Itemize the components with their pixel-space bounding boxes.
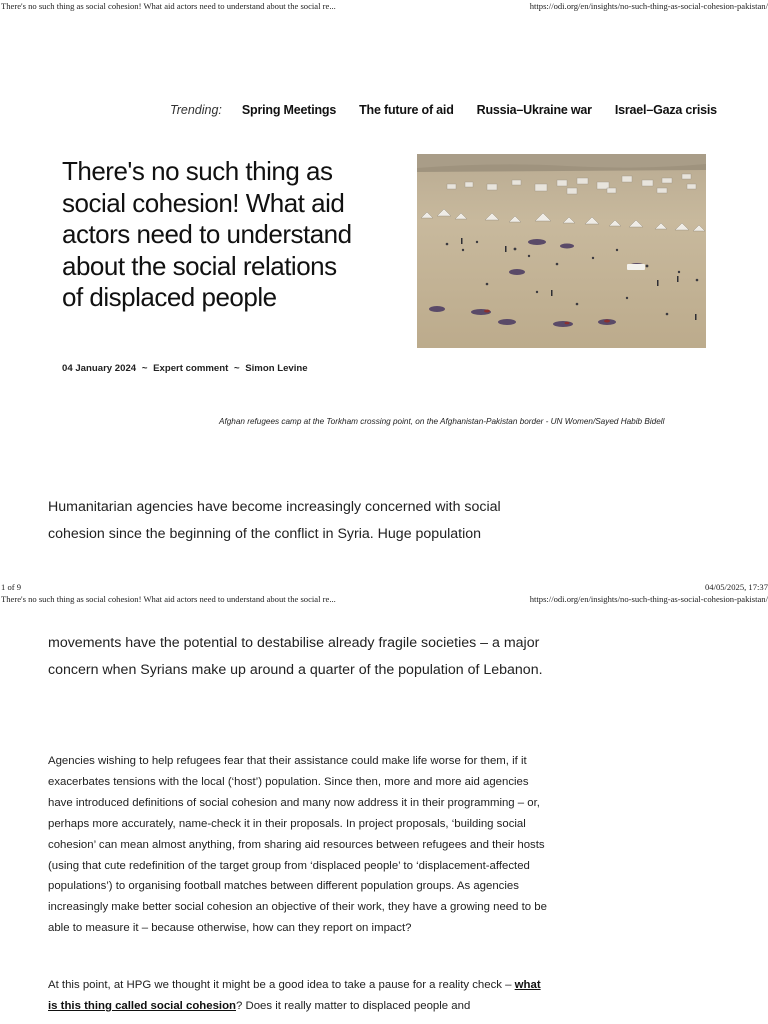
body-paragraph-2	[48, 975, 548, 1017]
body-paragraph-1: Agencies wishing to help refugees fear that their assistance could make life worse for them, if it exacerbates tensions with the local (‘host’) population. Since then, more and more aid agencies have introduced definitions of social cohesion and many now address it in their programming – or, perhaps more accurately, name-check it in their proposals. In project proposals, ‘building social cohesion’ can mean almost anything, from sharing aid resources between refugees and their hosts (using that cute redefinition of the target group from ‘displaced people’ to ‘displacement-affected populations’) to organising football matches between different population groups. As agencies increasingly make better social cohesion an objective of their work, they have a growing need to be able to measure it – because otherwise, how can they report on impact?	[48, 755, 547, 935]
article-meta	[62, 363, 308, 374]
paragraph2-text-after: ? Does it really matter to displaced people and	[236, 999, 471, 1012]
print-header-title-page2: There's no such thing as social cohesion! What aid actors need to understand about the social re...	[1, 594, 336, 604]
intro-paragraph-part2: movements have the potential to destabilise already fragile societies – a major concern when Syrians make up around a quarter of the population of Lebanon.	[48, 635, 543, 678]
trending-link-russia-ukraine[interactable]: Russia–Ukraine war	[476, 103, 592, 117]
intro-paragraph-part1: Humanitarian agencies have become increasingly concerned with social cohesion since the beginning of the conflict in Syria. Huge population	[48, 499, 501, 542]
print-header-url: https://odi.org/en/insights/no-such-thing-as-social-cohesion-pakistan/	[529, 1, 768, 11]
trending-link-spring-meetings[interactable]: Spring Meetings	[241, 103, 337, 117]
trending-bar	[170, 103, 740, 117]
print-header-title: There's no such thing as social cohesion! What aid actors need to understand about the social re...	[1, 1, 336, 11]
article-title: There's no such thing as social cohesion! What aid actors need to understand about the social relations of displaced people	[62, 156, 352, 313]
article-date: 04 January 2024	[62, 363, 137, 374]
trending-link-israel-gaza[interactable]: Israel–Gaza crisis	[614, 103, 717, 117]
paragraph2-text-before: At this point, at HPG we thought it might be a good idea to take a pause for a reality check –	[48, 979, 512, 991]
trending-label: Trending:	[170, 103, 222, 117]
hero-image-refugee-camp	[417, 154, 706, 348]
meta-separator: ~	[141, 363, 148, 374]
print-footer-page: 1 of 9	[1, 582, 22, 592]
print-footer-timestamp: 04/05/2025, 17:37	[704, 582, 768, 592]
print-header-url-page2: https://odi.org/en/insights/no-such-thing-as-social-cohesion-pakistan/	[529, 594, 768, 604]
article-type[interactable]: Expert comment	[153, 363, 229, 374]
article-author[interactable]: Simon Levine	[245, 363, 308, 374]
meta-separator: ~	[233, 363, 240, 374]
social-cohesion-link[interactable]: what is this thing called social cohesion	[48, 979, 541, 1012]
trending-link-future-of-aid[interactable]: The future of aid	[359, 103, 454, 117]
image-caption: Afghan refugees camp at the Torkham crossing point, on the Afghanistan-Pakistan border - UN Women/Sayed Habib Bidell	[219, 417, 665, 426]
